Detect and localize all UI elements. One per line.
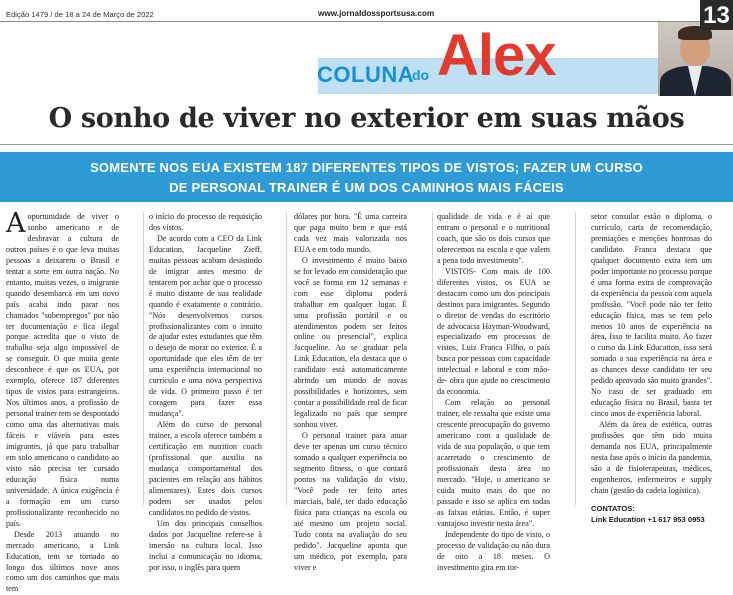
column-separator — [575, 212, 576, 505]
paragraph: Desde 2013 atuando no mercado americano, a Link Education, tem se tornado ao longo dos últimos nove anos como um dos caminhos que mais tem — [6, 529, 119, 594]
column-separator — [286, 212, 287, 505]
article-column-2 — [149, 212, 262, 573]
article-column-1 — [6, 208, 119, 595]
website-url[interactable]: www.jornaldossportsusa.com — [318, 9, 435, 18]
paragraph: o início do processo de requisição dos vistos. — [149, 212, 262, 232]
columnist-photo — [658, 22, 733, 96]
paragraph: VISTOS- Com mais de 100 diferentes vistos, os EUA se destacam como um dos principais destinos para imigrantes. Segundo o diretor de vendas do escritório de advocacia Hayman-Woodward, especializado em processos de vistos, Luiz Franca Filho, o país busca por pessoas com capacidade intelectual e laboral e com mão- de- obra que ajude no crescimento da economia. — [437, 266, 550, 397]
paragraph: Um dos principais conselhos dados por Jacqueline refere-se à imersão na cultura local. Isso inclui a comunicação no idioma, por isso, o inglês para quem — [149, 518, 262, 572]
article-column-4 — [437, 212, 550, 573]
paragraph: setor consular estão o diploma, o currículo, carta de recomendação, premiações e menções honrosas do candidato. Franca destaca que qualquer documento extra tem um poder importante no processo porque é uma forma extra de comprovação da experiência da pessoa com aquela profissão. "Você pode não ter feito educação física, mas se tem pelo menos 10 anos de experiência na área, Isso te facilita muito. Ao fazer o curso da Link Education, isso será somado a sua experiência na área e as chances desse candidato ter seu pedido aprovado são muito grandes". No caso de ser graduado em educação física no Brasil, basta ter cinco anos de experiência laboral. — [591, 212, 712, 419]
paragraph: Aoportunidade de viver o sonho americano e de desbravar a cultura de outros países é o que leva muitas pessoas a deixarem o Brasil e tentar a sorte em outra nação. No entanto, muitas vezes, o imigrante quando desembarca em um novo país acaba indo parar nos chamados "subempregos" por não ter documentação e fica ilegal porque acredita que o visto de trabalho seja algo impossível de se conseguir. O que muita gente desconhece é que os EUA, por exemplo, oferece 187 diferentes tipos de vistos para estrangeiros. Nos últimos anos, a profissão de personal trainer tem se despontado como uma das alternativas mais fáceis e viáveis para estes imigrantes, já que para trabalhar em solo americano o candidato ao visto não precisa ter cursado educação física numa universidade. A única exigência é a formação em um curso profissionalizante reconhecido no país. — [6, 208, 119, 528]
header-rule — [0, 21, 733, 22]
article-column-5 — [591, 212, 712, 526]
column-separator — [432, 212, 433, 505]
column-logo-do: do — [412, 67, 430, 83]
paragraph: Além da área de estética, outras profissões que têm tido muita demanda nos EUA, principalmente nesta fase após o início da pandemia, são a de fisioterapeutas, médicos, engenheiros, enfermeiros e supply chain (gestão da cadeia logística). — [591, 420, 712, 495]
article-title: O sonho de viver no exterior em suas mãos — [48, 103, 685, 134]
page-number: 13 — [703, 2, 730, 29]
column-logo-name: Alex — [437, 23, 556, 88]
paragraph: dólares por hora. "É uma carreira que paga muito bem e que está cada vez mais valorizada nos EUA e em todo mundo. — [294, 212, 407, 254]
column-logo-coluna: COLUNA — [317, 62, 415, 87]
title-rule — [0, 144, 733, 145]
paragraph: qualidade de vida e é aí que entram o personal e o nutritional coach, que são os dois cursos que oferecemos na escola e que valem a pena todo investimento". — [437, 212, 550, 265]
contacts-label: CONTATOS: — [591, 503, 635, 513]
paragraph: O investimento é muito baixo se for levado em consideração que você se forma em 12 semanas e com esse diploma poderá trabalhar em qualquer lugar. É uma profissão portátil e os atendimentos podem ser feitos online ou presencial", explica Jacqueline. Ao se graduar pela Link Education, ela destaca que o candidato está automaticamente abrindo um mundo de novas possibilidades e horizontes, sem contar a possibilidade real de ficar legalizado no país que sempre sonhou viver. — [294, 255, 407, 430]
paragraph: Independente do tipo de visto, o processo de validação ou não dura de oito a 18 meses. O investimento gira em tor- — [437, 529, 550, 572]
paragraph: Com relação ao personal trainer, ele ressalta que existe uma crescente preocupação do governo americano com a qualidade de vida de sua população, o que tem acarretado o crescimento de profissionais desta área no mercado. "Hoje, o americano se cuida muito mais do que no passado e isso se aplica em todas as faixas etárias. Então, é super vantajoso investir nesta área". — [437, 398, 550, 528]
drop-cap: A — [6, 208, 26, 239]
article-column-3 — [294, 212, 407, 573]
edition-info: Edição 1479 / de 18 a 24 de Março de 2022 — [6, 10, 154, 19]
paragraph: O personal trainer para atuar deve ter apenas um curso técnico somado a qualquer experiência no segmento fitness, o que contará pontos na validação do visto. "Você pode ter feito artes marciais, balé, ter dado educação física para crianças na escola ou até mesmo um projeto social. Tudo conta na avaliação do seu pedido". Jacqueline aponta que um médico, por exemplo, para viver e — [294, 431, 407, 572]
paragraph: Além do curso de personal trainer, a escola oferece também a certificação em nutrition coach (profissional que auxilia na mudança comportamental dos pacientes em relação aos hábitos alimentares). Estes dois cursos podem ser usados pelos candidatos no pedido de vistos. — [149, 420, 262, 517]
column-separator — [143, 212, 144, 505]
subtitle-line-1: SOMENTE NOS EUA EXISTEM 187 DIFERENTES TIPOS DE VISTOS; FAZER UM CURSO — [90, 160, 643, 175]
paragraph: De acordo com a CEO da Link Education, Jacqueline Zieff, muitas pessoas acabam desistindo de imigrar antes mesmo de tentarem por achar que o processo é muito distante de sua realidade quando é exatamente o contrário. "Nós desenvolvemos cursos profissionalizantes com o intuito de ajudar estes estudantes que têm o desejo de morar no exterior. É a oportunidade que eles têm de ter uma experiência internacional no currículo e uma nova perspectiva de vida. O primeiro passo é ter coragem para fazer essa mudança". — [149, 233, 262, 419]
subtitle-banner — [0, 152, 733, 202]
contacts-value: Link Education +1 617 953 0953 — [591, 514, 705, 524]
subtitle-line-2: DE PERSONAL TRAINER É UM DOS CAMINHOS MAIS FÁCEIS — [169, 180, 564, 195]
